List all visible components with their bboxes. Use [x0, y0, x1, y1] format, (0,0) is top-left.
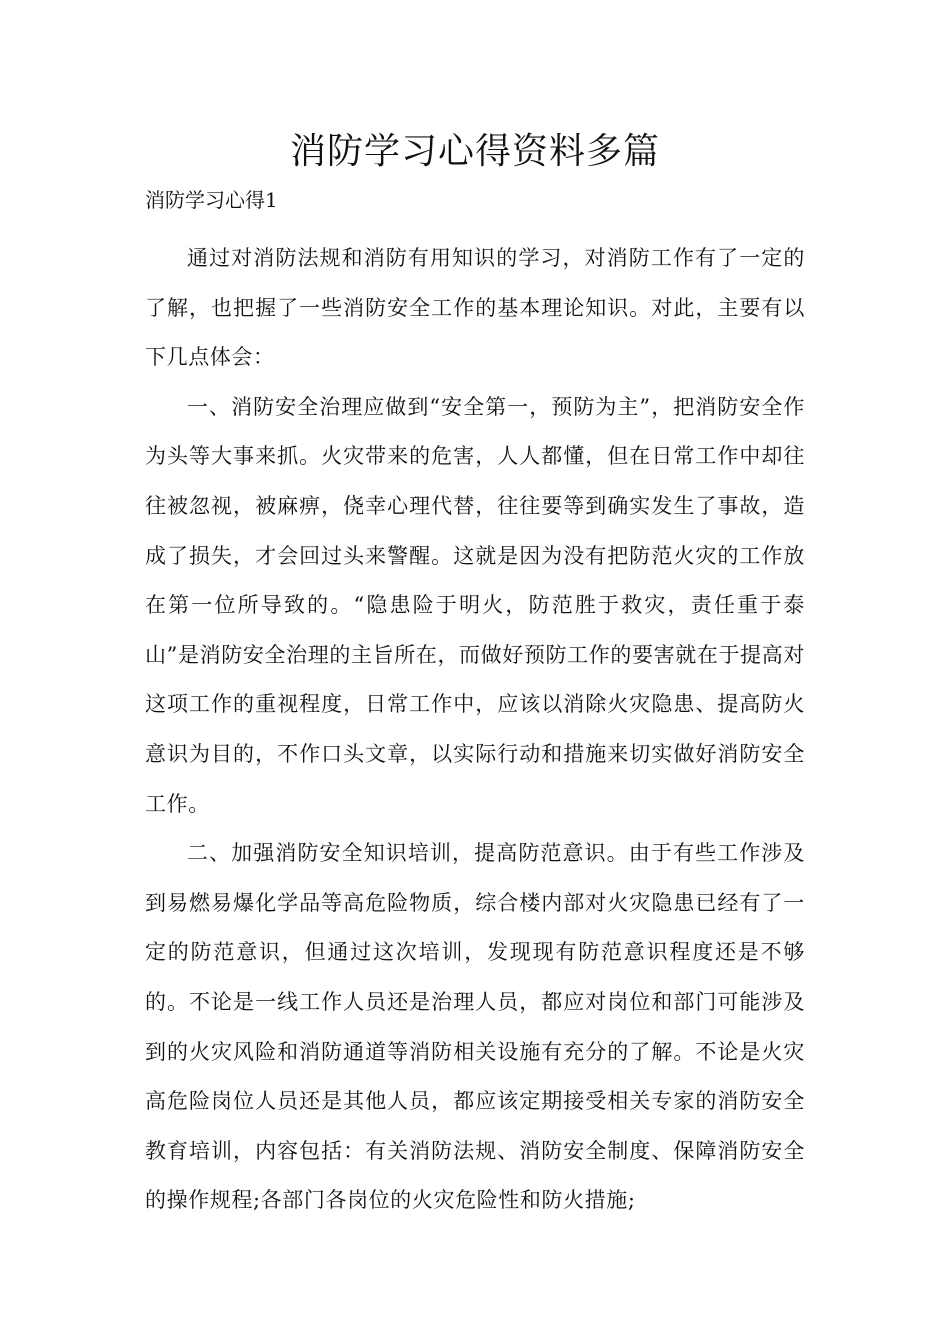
paragraph-point-two: 二、加强消防安全知识培训，提高防范意识。由于有些工作涉及到易燃易爆化学品等高危险物质，综合楼内部对火灾隐患已经有了一定的防范意识，但通过这次培训，发现现有防范意识程度还是不够的。不论是一线工作人员还是治理人员，都应对岗位和部门可能涉及到的火灾风险和消防通道等消防相关设施有充分的了解。不论是火灾高危险岗位人员还是其他人员，都应该定期接受相关专家的消防安全教育培训，内容包括：有关消防法规、消防安全制度、保障消防安全的操作规程;各部门各岗位的火灾危险性和防火措施; — [145, 841, 805, 1213]
paragraph-point-one: 一、消防安全治理应做到“安全第一，预防为主”，把消防安全作为头等大事来抓。火灾带来的危害，人人都懂，但在日常工作中却往往被忽视，被麻痹，侥幸心理代替，往往要等到确实发生了事故，造成了损失，才会回过头来警醒。这就是因为没有把防范火灾的工作放在第一位所导致的。“隐患险于明火，防范胜于救灾，责任重于泰山”是消防安全治理的主旨所在，而做好预防工作的要害就在于提高对这项工作的重视程度，日常工作中，应该以消除火灾隐患、提高防火意识为目的，不作口头文章，以实际行动和措施来切实做好消防安全工作。 — [145, 394, 805, 816]
section-heading: 消防学习心得1 — [145, 188, 278, 212]
paragraph-intro: 通过对消防法规和消防有用知识的学习，对消防工作有了一定的了解，也把握了一些消防安全工作的基本理论知识。对此，主要有以下几点体会： — [145, 246, 805, 370]
document-title: 消防学习心得资料多篇 — [289, 131, 660, 172]
document-body — [145, 234, 805, 1226]
